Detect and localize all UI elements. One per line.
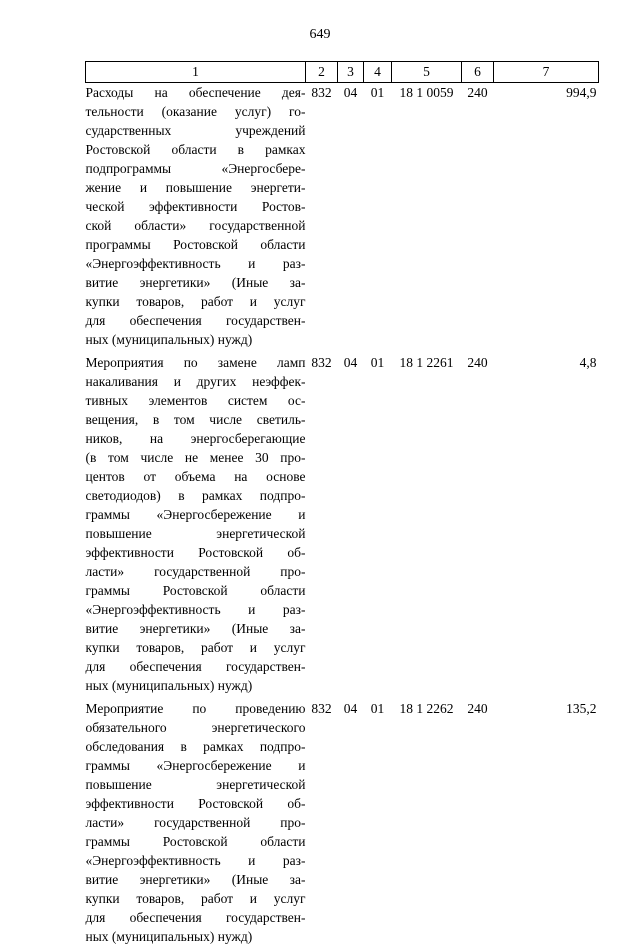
cell-expense-type-code: 240 bbox=[462, 83, 494, 354]
description-line: витие энергетики» (Иные за- bbox=[86, 273, 306, 292]
description-line: «Энергоэффективность и раз- bbox=[86, 851, 306, 870]
description-line: Расходы на обеспечение дея- bbox=[86, 83, 306, 102]
cell-expense-type-code: 240 bbox=[462, 353, 494, 699]
description-line: программы Ростовской области bbox=[86, 235, 306, 254]
description-line: ных (муниципальных) нужд) bbox=[86, 927, 306, 946]
description-line: тивных элементов систем ос- bbox=[86, 391, 306, 410]
description-line: вещения, в том числе светиль- bbox=[86, 410, 306, 429]
page-number: 649 bbox=[0, 27, 640, 43]
cell-subsection-code: 01 bbox=[364, 353, 392, 699]
description-line: эффективности Ростовской об- bbox=[86, 543, 306, 562]
description-line: Ростовской области в рамках bbox=[86, 140, 306, 159]
header-col-4: 4 bbox=[364, 62, 392, 83]
description-line: купки товаров, работ и услуг bbox=[86, 292, 306, 311]
description-line: граммы Ростовской области bbox=[86, 581, 306, 600]
description-line: ческой эффективности Ростов- bbox=[86, 197, 306, 216]
description-line: ласти» государственной про- bbox=[86, 813, 306, 832]
header-col-6: 6 bbox=[462, 62, 494, 83]
table-row bbox=[86, 699, 599, 950]
description-line: купки товаров, работ и услуг bbox=[86, 889, 306, 908]
description-line: «Энергоэффективность и раз- bbox=[86, 600, 306, 619]
cell-amount: 994,9 bbox=[494, 83, 599, 354]
cell-admin-code: 832 bbox=[306, 353, 338, 699]
description-line: ных (муниципальных) нужд) bbox=[86, 330, 306, 349]
description-line: витие энергетики» (Иные за- bbox=[86, 619, 306, 638]
cell-expense-type-code: 240 bbox=[462, 699, 494, 950]
description-line: витие энергетики» (Иные за- bbox=[86, 870, 306, 889]
description-line: ской области» государственной bbox=[86, 216, 306, 235]
cell-section-code: 04 bbox=[338, 353, 364, 699]
description-line: подпрограммы «Энергосбере- bbox=[86, 159, 306, 178]
description-line: обследования в рамках подпро- bbox=[86, 737, 306, 756]
cell-admin-code: 832 bbox=[306, 83, 338, 354]
description-line: накаливания и других неэффек- bbox=[86, 372, 306, 391]
cell-admin-code: 832 bbox=[306, 699, 338, 950]
header-col-3: 3 bbox=[338, 62, 364, 83]
description-line: ласти» государственной про- bbox=[86, 562, 306, 581]
description-line: граммы «Энергосбережение и bbox=[86, 505, 306, 524]
description-line: центов от объема на основе bbox=[86, 467, 306, 486]
description-line: для обеспечения государствен- bbox=[86, 908, 306, 927]
description-line: «Энергоэффективность и раз- bbox=[86, 254, 306, 273]
description-line: светодиодов) в рамках подпро- bbox=[86, 486, 306, 505]
description-line: для обеспечения государствен- bbox=[86, 311, 306, 330]
header-col-2: 2 bbox=[306, 62, 338, 83]
description-line: тельности (оказание услуг) го- bbox=[86, 102, 306, 121]
description-line: жение и повышение энергети- bbox=[86, 178, 306, 197]
header-col-7: 7 bbox=[494, 62, 599, 83]
description-line: ников, на энергосберегающие bbox=[86, 429, 306, 448]
table-row bbox=[86, 83, 599, 354]
cell-amount: 135,2 bbox=[494, 699, 599, 950]
table-row bbox=[86, 353, 599, 699]
row-description bbox=[86, 699, 306, 950]
cell-target-article-code: 18 1 2262 bbox=[392, 699, 462, 950]
header-row bbox=[86, 62, 599, 83]
description-line: повышение энергетической bbox=[86, 524, 306, 543]
description-line: для обеспечения государствен- bbox=[86, 657, 306, 676]
description-line: Мероприятие по проведению bbox=[86, 699, 306, 718]
header-col-1: 1 bbox=[86, 62, 306, 83]
cell-target-article-code: 18 1 0059 bbox=[392, 83, 462, 354]
description-line: Мероприятия по замене ламп bbox=[86, 353, 306, 372]
cell-subsection-code: 01 bbox=[364, 83, 392, 354]
cell-amount: 4,8 bbox=[494, 353, 599, 699]
description-line: купки товаров, работ и услуг bbox=[86, 638, 306, 657]
description-line: сударственных учреждений bbox=[86, 121, 306, 140]
cell-subsection-code: 01 bbox=[364, 699, 392, 950]
description-line: повышение энергетической bbox=[86, 775, 306, 794]
table-body bbox=[86, 83, 599, 950]
row-description bbox=[86, 83, 306, 354]
row-description bbox=[86, 353, 306, 699]
description-line: ных (муниципальных) нужд) bbox=[86, 676, 306, 695]
cell-section-code: 04 bbox=[338, 83, 364, 354]
description-line: обязательного энергетического bbox=[86, 718, 306, 737]
description-line: эффективности Ростовской об- bbox=[86, 794, 306, 813]
description-line: (в том числе не менее 30 про- bbox=[86, 448, 306, 467]
cell-section-code: 04 bbox=[338, 699, 364, 950]
header-col-5: 5 bbox=[392, 62, 462, 83]
description-line: граммы Ростовской области bbox=[86, 832, 306, 851]
budget-table bbox=[85, 61, 599, 950]
cell-target-article-code: 18 1 2261 bbox=[392, 353, 462, 699]
description-line: граммы «Энергосбережение и bbox=[86, 756, 306, 775]
